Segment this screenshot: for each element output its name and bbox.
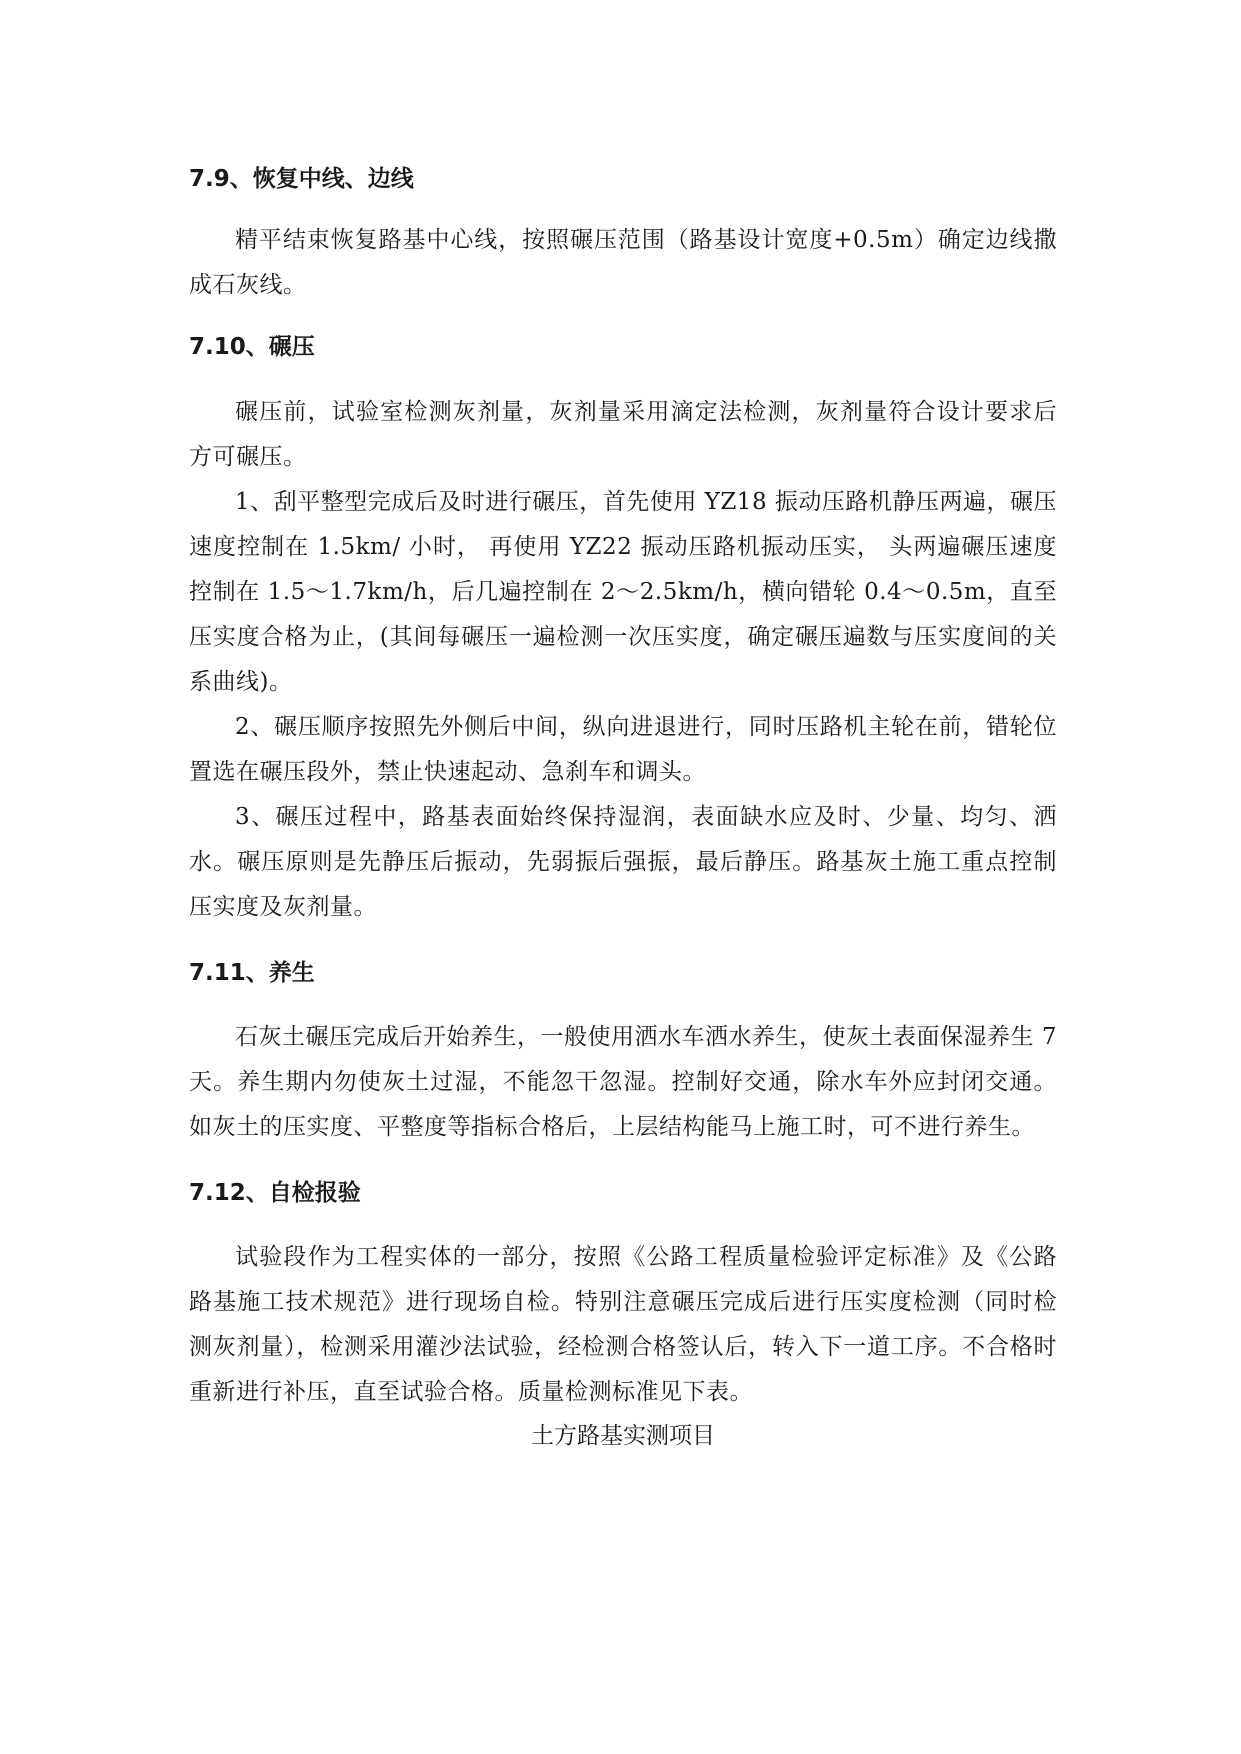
- section-heading-7-11: 7.11、养生: [189, 960, 315, 986]
- paragraph: 石灰土碾压完成后开始养生，一般使用洒水车洒水养生，使灰土表面保湿养生 7 天。养生期内勿使灰土过湿，不能忽干忽湿。控制好交通，除水车外应封闭交通。如灰土的压实度、平整度等指标合格后，上层结构能马上施工时，可不进行养生。: [189, 1024, 1057, 1140]
- paragraph: 1、刮平整型完成后及时进行碾压，首先使用 YZ18 振动压路机静压两遍，碾压速度控制在 1.5km/ 小时， 再使用 YZ22 振动压路机振动压实， 头两遍碾压速度控制在 1.5～1.7km/h，后几遍控制在 2～2.5km/h，横向错轮 0.4～0.5m，直至压实度合格为止，(其间每碾压一遍检测一次压实度，确定碾压遍数与压实度间的关系曲线)。: [189, 489, 1057, 695]
- document-page: [189, 150, 1057, 1453]
- paragraph: 试验段作为工程实体的一部分，按照《公路工程质量检验评定标准》及《公路路基施工技术规范》进行现场自检。特别注意碾压完成后进行压实度检测（同时检测灰剂量），检测采用灌沙法试验，经检测合格签认后，转入下一道工序。不合格时重新进行补压，直至试验合格。质量检测标准见下表。: [189, 1244, 1057, 1405]
- table-caption: 土方路基实测项目: [531, 1423, 715, 1449]
- paragraph: 精平结束恢复路基中心线，按照碾压范围（路基设计宽度+0.5m）确定边线撒成石灰线。: [189, 227, 1057, 298]
- section-heading-7-9: 7.9、恢复中线、边线: [189, 166, 414, 192]
- paragraph: 2、碾压顺序按照先外侧后中间，纵向进退进行，同时压路机主轮在前，错轮位置选在碾压段外，禁止快速起动、急刹车和调头。: [189, 714, 1057, 785]
- section-heading-7-10: 7.10、碾压: [189, 334, 315, 360]
- paragraph: 碾压前，试验室检测灰剂量，灰剂量采用滴定法检测，灰剂量符合设计要求后方可碾压。: [189, 399, 1057, 470]
- section-heading-7-12: 7.12、自检报验: [189, 1180, 361, 1206]
- paragraph: 3、碾压过程中，路基表面始终保持湿润，表面缺水应及时、少量、均匀、洒水。碾压原则是先静压后振动，先弱振后强振，最后静压。路基灰土施工重点控制压实度及灰剂量。: [189, 804, 1057, 920]
